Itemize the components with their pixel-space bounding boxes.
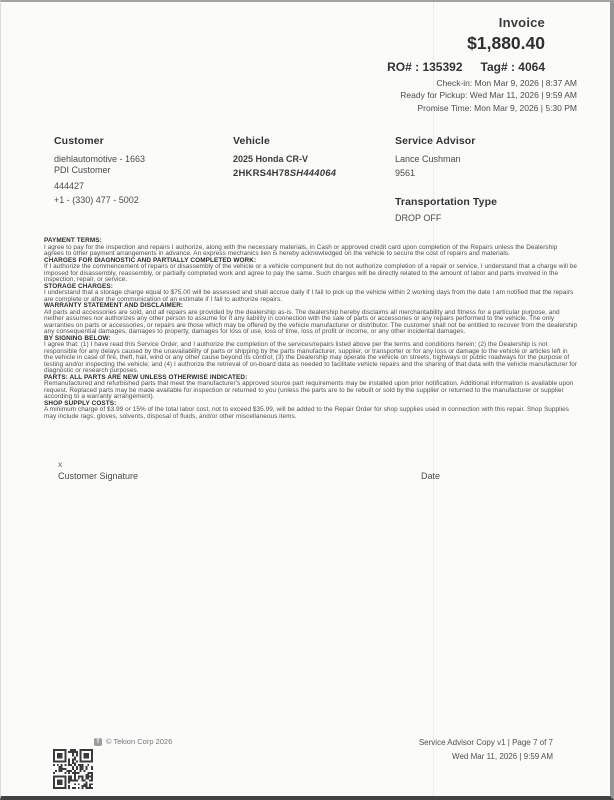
customer-signature-label: Customer Signature — [58, 471, 139, 481]
customer-type: PDI Customer — [54, 165, 111, 175]
tag-number: Tag# : 4064 — [480, 60, 545, 74]
terms-and-conditions — [44, 238, 578, 420]
terms-heading-signing: BY SIGNING BELOW: — [44, 334, 111, 342]
customer-id: 444427 — [54, 181, 85, 191]
vehicle-model: 2025 Honda CR-V — [233, 154, 309, 164]
qr-code — [53, 749, 93, 789]
ready-for-pickup-date: Ready for Pickup: Wed Mar 11, 2026 | 9:59 AM — [400, 90, 577, 101]
copyright-text: © Tekion Corp 2026 — [106, 737, 173, 746]
ro-number: RO# : 135392 — [387, 60, 463, 74]
vin-prefix: 2HKRS4H78 — [233, 168, 290, 179]
terms-body-shop-supply: A minimum charge of $3.99 or 15% of the total labor cost, not to exceed $35.99, will be added to the Repair Order for shop supplies used in connection with this repair. Shop Supplies may include rags, gloves, solvents, disposal of fluids, and/or other miscellaneous items. — [44, 406, 569, 420]
copy-version-page-info: Service Advisor Copy v1 | Page 7 of 7 — [418, 738, 553, 747]
promise-time-date: Promise Time: Mon Mar 9, 2026 | 5:30 PM — [417, 102, 577, 113]
terms-heading-diagnostic: CHARGES FOR DIAGNOSTIC AND PARTIALLY COMPLETED WORK: — [44, 256, 257, 264]
service-advisor-name: Lance Cushman — [395, 154, 461, 164]
check-in-date: Check-in: Mon Mar 9, 2026 | 8:37 AM — [436, 78, 577, 88]
terms-body-warranty: All parts and accessories are sold, and all repairs are provided by the dealership as-is. The dealership hereby disclaims all merchantability and fitness for a particular purpose, and neither assumes nor authorizes any other person to assume for it any liability in connection with the sale of parts or accessories or any repairs performed to the vehicle. The only warranties on parts or accessories, or repairs are those which may be offered by the vehicle manufacturer or distributor. The customer shall not be entitled to recover from the dealership any consequential damages, damages to property, damages for loss of use, loss of time, loss of profit or income, or any other incidental damages. — [44, 308, 578, 335]
vehicle-heading: Vehicle — [233, 135, 270, 147]
terms-body-parts: Remanufactured and refurbished parts that meet the manufacturer's approved source part requirements may be installed upon prior notification. Additional information is available upon request. Replaced parts may be made available for inspection or returned to you (unless the parts are to be rebuilt or sold by the supplier or returned to the manufacturer or supplier according to a warranty arrangement). — [44, 380, 574, 400]
service-dates — [400, 77, 577, 114]
vehicle-section — [233, 135, 398, 179]
copyright-line — [94, 737, 172, 746]
invoice-total-amount: $1,880.40 — [467, 33, 545, 53]
service-advisor-id: 9561 — [395, 168, 416, 178]
footer-print-info — [419, 736, 553, 763]
customer-heading: Customer — [54, 135, 104, 147]
transportation-type-value: DROP OFF — [395, 213, 442, 223]
terms-body-diagnostic: If I authorize the commencement of repairs or disassembly of the vehicle or a vehicle component but do not authorize completion of a repair or service, I understand that a charge will be imposed for disassembly, reassembly, or partially completed work and agree to pay the same. Such charges will be directly related to the amount of labor and parts involved in the inspection, repair, or service. — [44, 263, 577, 283]
vin-suffix: SH444064 — [289, 168, 337, 179]
print-timestamp: Wed Mar 11, 2026 | 9:59 AM — [452, 751, 553, 761]
customer-phone: +1 - (330) 477 - 5002 — [54, 195, 139, 205]
terms-heading-shop-supply: SHOP SUPPLY COSTS: — [44, 399, 117, 407]
document-type-label: Invoice — [498, 15, 545, 30]
signature-date-label: Date — [421, 471, 441, 481]
terms-heading-storage: STORAGE CHARGES: — [44, 282, 113, 290]
terms-body-storage: I understand that a storage charge equal to $75.00 will be assessed and shall accrue daily if I fail to pick up the vehicle within 2 working days from the date I am notified that the repairs are complete or after the communication of an estimate if I fail to authorize repairs. — [44, 289, 574, 303]
terms-body-signing: I agree that: (1) I have read this Service Order, and I authorize the completion of the services/repairs listed above per the terms and conditions herein; (2) the Dealership is not responsible for any delays caused by the unavailability of parts or shipping by the parts manufacturer, supplier, or transporter or for any loss or damage to the vehicle or articles left in the vehicle in case of fire, theft, hail, wind or any other cause beyond its control; (3) the Dealership may operate the vehicle on streets, highways or public roadways for the purpose of testing and/or inspecting the vehicle; and (4) I authorize the retrieval of on-board data as needed to facilitate vehicle repairs and the sharing of that data with the vehicle manufacturer for diagnostic or research purposes. — [44, 341, 578, 374]
terms-heading-payment: PAYMENT TERMS: — [44, 237, 102, 244]
terms-heading-parts: PARTS: ALL PARTS ARE NEW UNLESS OTHERWISE INDICATED: — [44, 373, 248, 381]
customer-section — [54, 135, 234, 206]
terms-body-payment: I agree to pay for the inspection and repairs I authorize, along with the necessary materials, in Cash or approved credit card upon completion of the Repairs unless the Dealership agrees to other payment arrangements in advance. An express mechanics lien is hereby acknowledged on the vehicle to secure the cost of repairs and materials. — [44, 243, 558, 257]
transportation-type-heading: Transportation Type — [395, 196, 498, 208]
invoice-header — [467, 15, 545, 54]
terms-heading-warranty: WARRANTY STATEMENT AND DISCLAIMER: — [44, 302, 184, 309]
tekion-logo-icon: T — [94, 738, 102, 746]
vehicle-vin — [233, 168, 398, 179]
customer-name: diehlautomotive - 1663 — [54, 154, 146, 164]
service-advisor-heading: Service Advisor — [395, 135, 476, 147]
ro-tag-line — [387, 60, 545, 74]
signature-x-mark: X — [58, 462, 63, 469]
service-advisor-section — [395, 135, 580, 224]
